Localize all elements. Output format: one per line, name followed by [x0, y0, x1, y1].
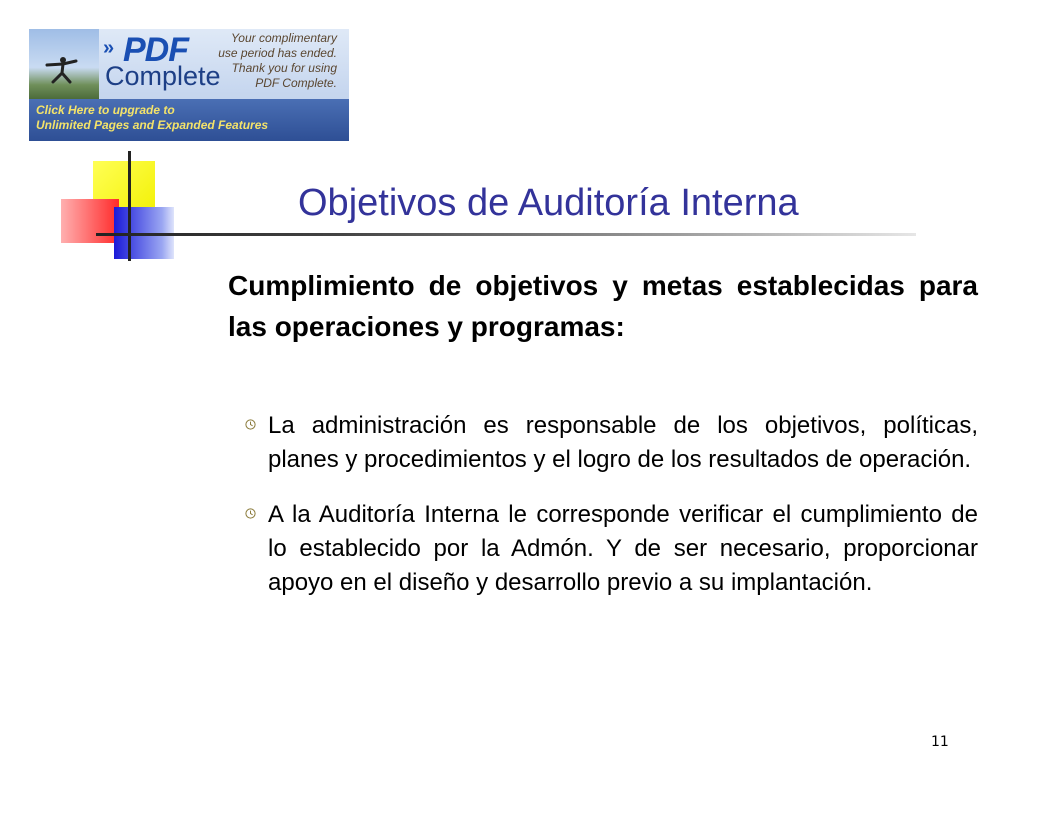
bullet-item: [245, 409, 978, 477]
upgrade-link-line[interactable]: Click Here to upgrade to: [36, 103, 175, 117]
bullet-list: [245, 409, 978, 621]
logo-complete-text: Complete: [105, 61, 221, 91]
upgrade-link-line[interactable]: Unlimited Pages and Expanded Features: [36, 118, 269, 132]
banner-message-line: Thank you for using: [231, 61, 337, 75]
bullet-item: [245, 498, 978, 600]
slide-heading: Cumplimiento de objetivos y metas establecidas para las operaciones y programas:: [228, 270, 978, 342]
bullet-text: La administración es responsable de los objetivos, políticas, planes y procedimientos y el logro de los resultados de operación.: [268, 412, 978, 473]
upgrade-link-strip[interactable]: [29, 99, 349, 141]
decorative-red-square: [61, 199, 119, 243]
logo-pdf-text: PDF: [123, 31, 188, 69]
clock-bullet-icon: [245, 419, 256, 430]
decorative-vertical-line: [128, 151, 131, 261]
bullet-text: A la Auditoría Interna le corresponde verificar el cumplimiento de lo establecido por la Admón. Y de ser necesario, proporcionar apoyo en el diseño y desarrollo previo a su implantación.: [268, 501, 978, 596]
pdf-complete-upgrade-banner[interactable]: [29, 29, 349, 141]
banner-photo: [29, 29, 99, 99]
banner-message-line: Your complimentary: [230, 31, 337, 45]
slide-title: Objetivos de Auditoría Interna: [298, 182, 799, 224]
banner-message: [187, 31, 337, 91]
banner-message-line: use period has ended.: [218, 46, 337, 60]
title-underline: [96, 233, 916, 236]
jumping-person-icon: [43, 55, 79, 85]
chevron-logo-icon: »: [103, 37, 115, 59]
page-number: 11: [931, 734, 949, 750]
clock-bullet-icon: [245, 508, 256, 519]
banner-message-line: PDF Complete.: [255, 76, 337, 90]
